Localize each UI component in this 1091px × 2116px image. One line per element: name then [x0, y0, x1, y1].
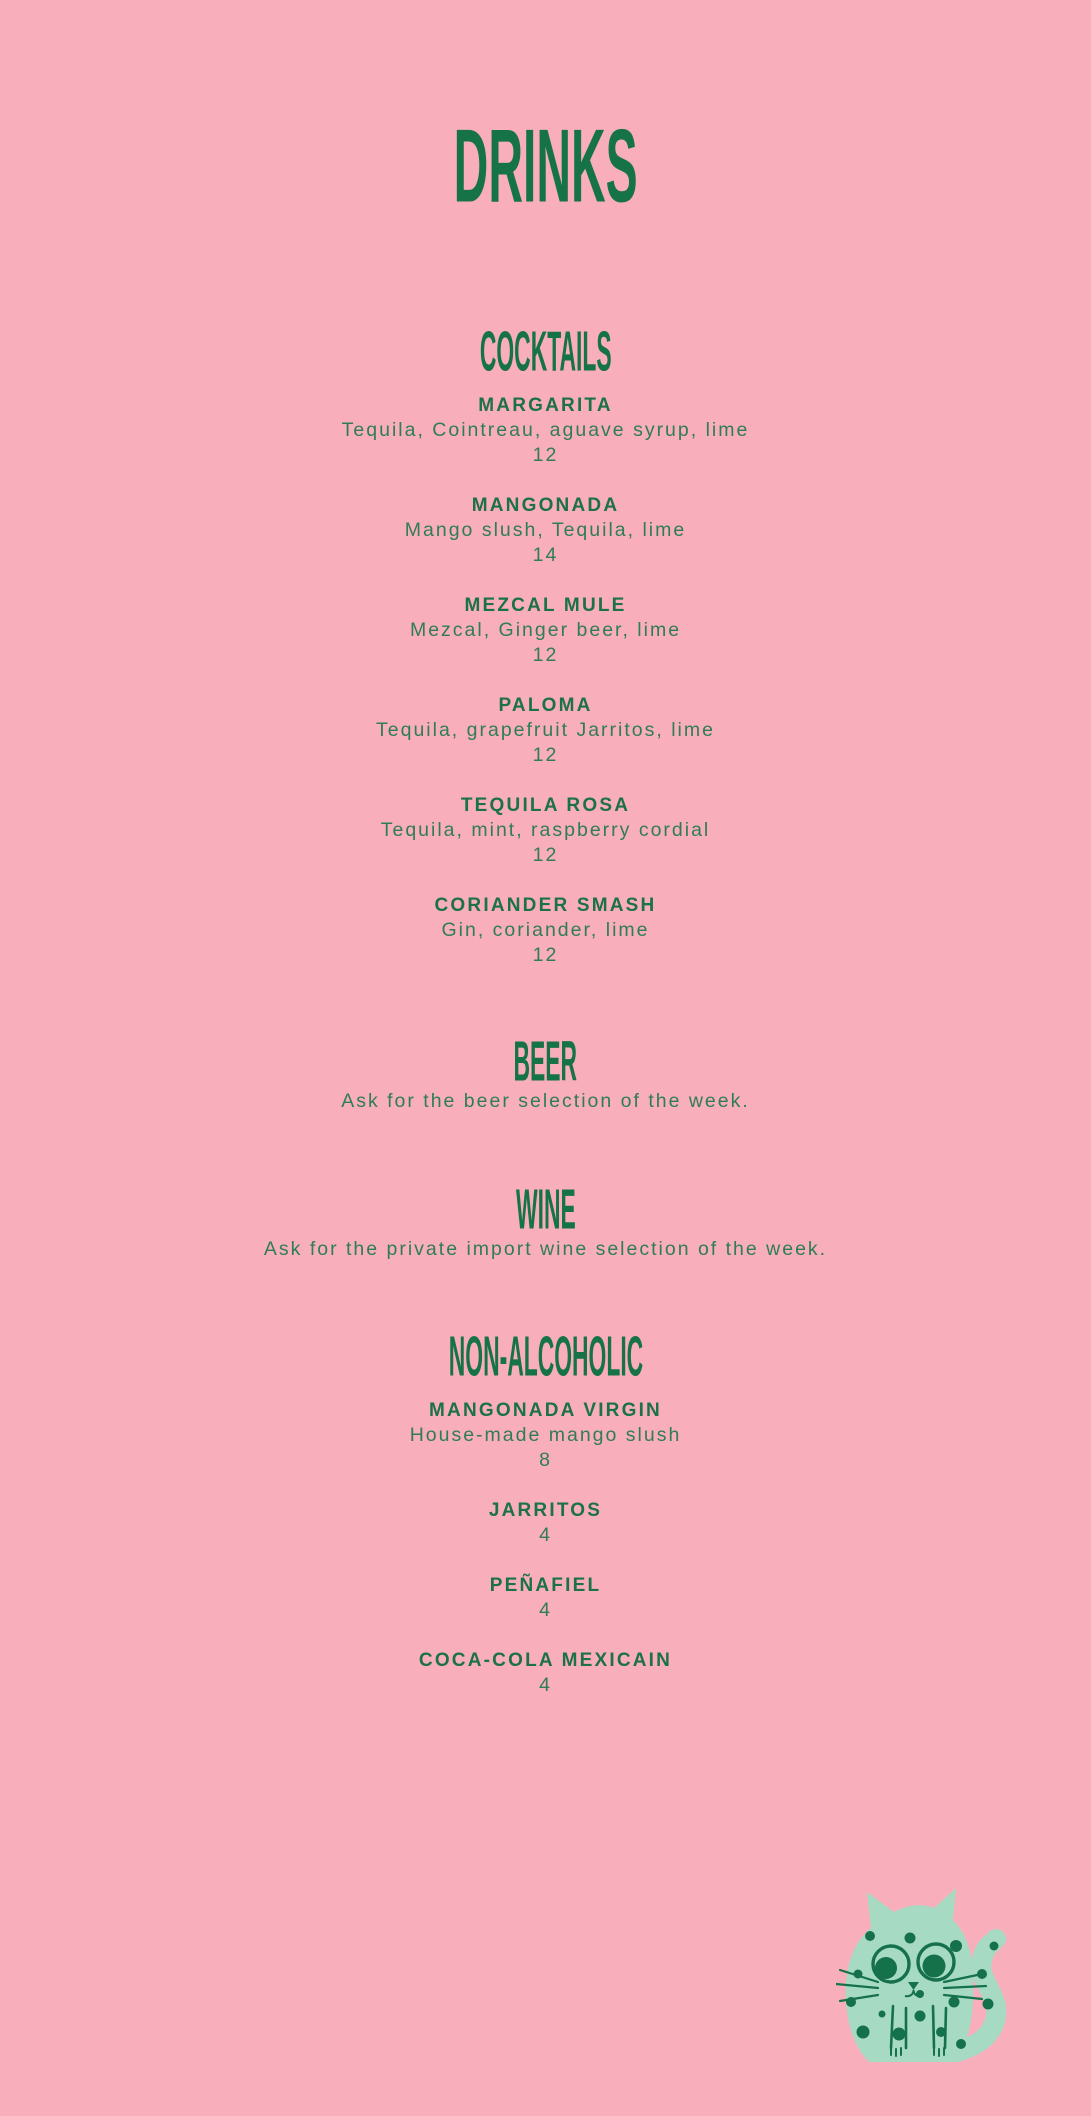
section-heading [0, 320, 1091, 384]
item-name: JARRITOS [488, 1500, 603, 1521]
wine-note: Ask for the private import wine selection of the week. [263, 1238, 828, 1260]
item-price: 12 [532, 444, 559, 466]
item-price: 12 [532, 744, 559, 766]
item-name: MEZCAL MULE [464, 595, 627, 616]
menu-item-penafiel [0, 1573, 1091, 1623]
item-description: Mango slush, Tequila, lime [404, 519, 687, 541]
menu-item-tequila-rosa [0, 793, 1091, 868]
item-price: 12 [532, 944, 559, 966]
item-name: MANGONADA VIRGIN [429, 1400, 662, 1421]
item-price: 12 [532, 844, 559, 866]
section-heading [0, 1325, 1091, 1389]
item-description: House-made mango slush [409, 1424, 682, 1446]
item-description: Tequila, grapefruit Jarritos, lime [376, 719, 715, 741]
item-description: Tequila, Cointreau, aguave syrup, lime [341, 419, 750, 441]
item-price: 4 [539, 1524, 552, 1546]
section-non-alcoholic [0, 1325, 1091, 1698]
non-alcoholic-heading-text: NON-ALCOHOLIC [448, 1325, 643, 1389]
item-name: TEQUILA ROSA [460, 795, 631, 816]
item-name: CORIANDER SMASH [434, 895, 657, 916]
item-name: MARGARITA [478, 395, 613, 416]
item-price: 8 [539, 1449, 552, 1471]
item-name: MANGONADA [471, 495, 620, 516]
beer-note: Ask for the beer selection of the week. [341, 1090, 750, 1112]
menu-item-margarita [0, 393, 1091, 468]
item-price: 12 [532, 644, 559, 666]
menu-item-mangonada-virgin [0, 1398, 1091, 1473]
item-name: COCA-COLA MEXICAIN [418, 1650, 673, 1671]
item-name: PEÑAFIEL [489, 1575, 602, 1596]
page-title [0, 107, 1091, 225]
section-heading [0, 1178, 1091, 1242]
item-price: 4 [539, 1674, 552, 1696]
item-description: Mezcal, Ginger beer, lime [409, 619, 682, 641]
menu-item-mangonada [0, 493, 1091, 568]
item-description: Tequila, mint, raspberry cordial [380, 819, 711, 841]
item-price: 4 [539, 1599, 552, 1621]
section-cocktails [0, 320, 1091, 968]
section-wine [0, 1178, 1091, 1262]
menu-item-paloma [0, 693, 1091, 768]
menu-item-coriander-smash [0, 893, 1091, 968]
item-name: PALOMA [498, 695, 593, 716]
page-title-text: DRINKS [453, 107, 638, 225]
item-description: Gin, coriander, lime [441, 919, 650, 941]
cocktails-heading-text: COCKTAILS [479, 320, 612, 384]
menu-item-mezcal-mule [0, 593, 1091, 668]
cocktails-items [0, 393, 1091, 968]
section-beer [0, 1030, 1091, 1114]
section-heading [0, 1030, 1091, 1094]
menu-item-coca-cola-mexicain [0, 1648, 1091, 1698]
menu-item-jarritos [0, 1498, 1091, 1548]
cat-illustration [836, 1882, 1012, 2066]
wine-heading-text: WINE [515, 1178, 576, 1242]
item-price: 14 [532, 544, 559, 566]
beer-heading-text: BEER [513, 1030, 578, 1094]
drinks-menu [0, 107, 1091, 1698]
non-alcoholic-items [0, 1398, 1091, 1698]
